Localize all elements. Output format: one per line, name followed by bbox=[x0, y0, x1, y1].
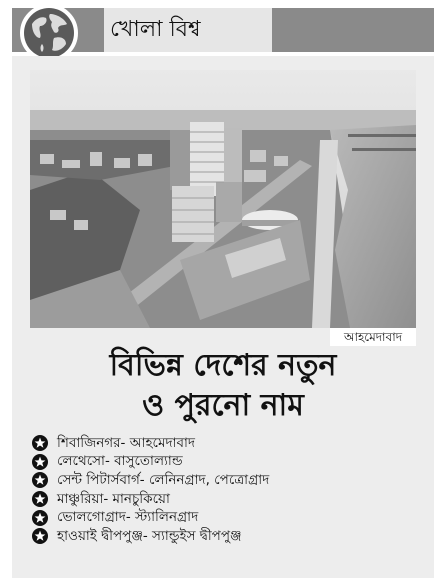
name-list bbox=[32, 434, 422, 546]
city-photo bbox=[30, 70, 416, 328]
star-bullet-icon bbox=[32, 528, 48, 544]
headline-line-1: বিভিন্ন দেশের নতুন bbox=[109, 348, 337, 383]
list-item-text: হাওয়াই দ্বীপপুঞ্জ- স্যান্ডুইস দ্বীপপুঞ্জ bbox=[57, 527, 242, 544]
star-bullet-icon bbox=[32, 435, 48, 451]
list-item-text: লেথেসো- বাসুতোল্যান্ড bbox=[57, 453, 183, 470]
star-bullet-icon bbox=[32, 510, 48, 526]
article-headline bbox=[30, 346, 416, 426]
list-item-text: ভোলগোগ্রাদ- স্ট্যালিনগ্রাদ bbox=[57, 509, 199, 526]
list-item-text: শিবাজিনগর- আহমেদাবাদ bbox=[57, 434, 196, 451]
list-item-text: সেন্ট পিটার্সবার্গ- লেনিনগ্রাদ, পেত্রোগ্রাদ bbox=[57, 471, 270, 488]
section-title: খোলা বিশ্ব bbox=[110, 17, 201, 42]
list-item-text: মাঞ্চুরিয়া- মানচুকিয়ো bbox=[57, 490, 170, 507]
photo-caption: আহমেদাবাদ bbox=[330, 328, 416, 346]
star-bullet-icon bbox=[32, 472, 48, 488]
star-bullet-icon bbox=[32, 454, 48, 470]
globe-icon bbox=[20, 4, 78, 62]
headline-line-2: ও পুরনো নাম bbox=[142, 388, 304, 423]
star-bullet-icon bbox=[32, 491, 48, 507]
list-item bbox=[32, 527, 422, 546]
